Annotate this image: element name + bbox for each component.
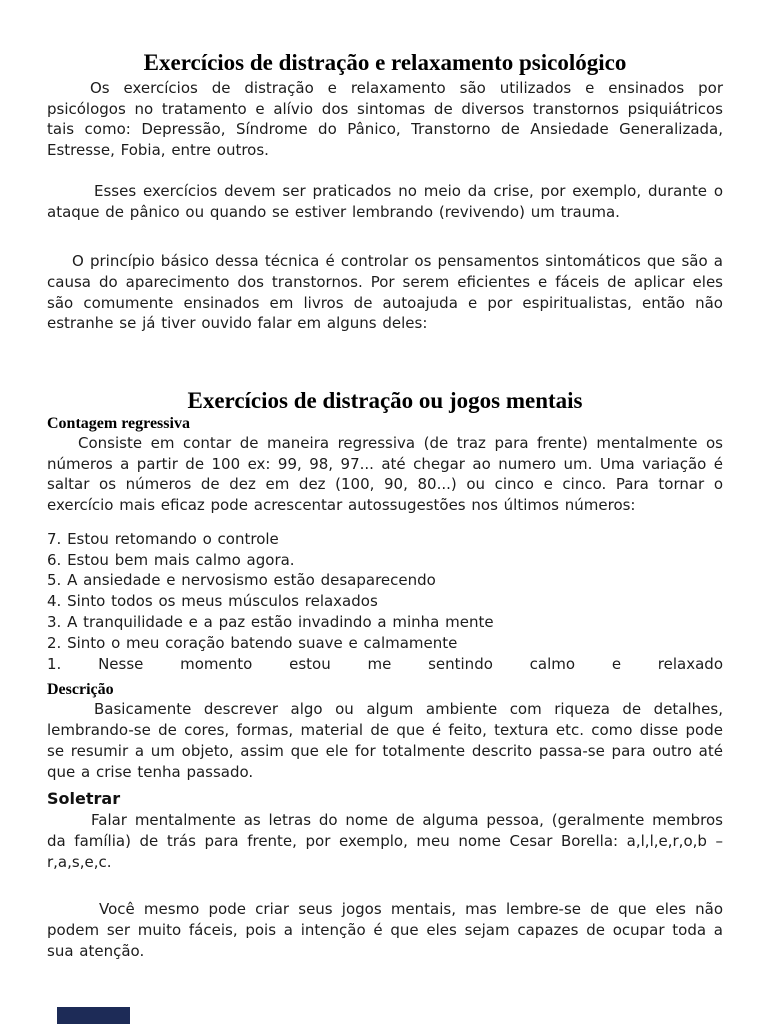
countdown-item-5: 5. A ansiedade e nervosismo estão desaparecendo: [47, 571, 436, 590]
soletrar-section: [47, 789, 723, 872]
countdown-item-7: 7. Estou retomando o controle: [47, 529, 279, 548]
document-title: Exercícios de distração e relaxamento psicológico: [143, 50, 627, 75]
intro-paragraph-2: Esses exercícios devem ser praticados no meio da crise, por exemplo, durante o ataque de pânico ou quando se estiver lembrando (revivendo) um trauma.: [47, 181, 723, 221]
contagem-regressiva-heading: Contagem regressiva: [47, 415, 190, 433]
section-title: Exercícios de distração ou jogos mentais: [187, 388, 583, 414]
countdown-item-1: 1. Nesse momento estou me sentindo calmo e relaxado: [47, 654, 723, 673]
countdown-item-3: 3. A tranquilidade e a paz estão invadindo a minha mente: [47, 613, 494, 632]
descricao-section: [47, 681, 723, 782]
countdown-item-6: 6. Estou bem mais calmo agora.: [47, 550, 295, 569]
contagem-regressiva-body: Consiste em contar de maneira regressiva (de traz para frente) mentalmente os números a partir de 100 ex: 99, 98, 97... até chegar ao numero um. Uma variação é saltar os números de dez em dez (100, 90, 80...) ou cinco e cinco. Para tornar o exercício mais eficaz pode acrescentar autossugestões nos últimos números:: [47, 434, 723, 515]
descricao-heading: Descrição: [47, 681, 114, 699]
soletrar-heading: Soletrar: [47, 789, 121, 809]
countdown-item-2: 2. Sinto o meu coração batendo suave e calmamente: [47, 633, 458, 652]
countdown-list: [47, 529, 723, 675]
soletrar-body: Falar mentalmente as letras do nome de alguma pessoa, (geralmente membros da família) de trás para frente, por exemplo, meu nome Cesar Borella: a,l,l,e,r,o,b – r,a,s,e,c.: [47, 811, 723, 871]
contagem-regressiva-section: [47, 415, 723, 674]
descricao-body: Basicamente descrever algo ou algum ambiente com riqueza de detalhes, lembrando-se de cores, formas, material de que é feito, textura etc. como disse pode se resumir a um objeto, assim que ele for totalmente descrito passa-se para outro até que a crise tenha passado.: [47, 700, 723, 781]
next-page-preview-block: [57, 1007, 130, 1024]
intro-paragraph-1: Os exercícios de distração e relaxamento são utilizados e ensinados por psicólogos no tratamento e alívio dos sintomas de diversos transtornos psiquiátricos tais como: Depressão, Síndrome do Pânico, Transtorno de Ansiedade Generalizada, Estresse, Fobia, entre outros.: [47, 79, 723, 160]
intro-paragraph-3: O princípio básico dessa técnica é controlar os pensamentos sintomáticos que são a causa do aparecimento dos transtornos. Por serem eficientes e fáceis de aplicar eles são comumente ensinados em livros de autoajuda e por espiritualistas, então não estranhe se já tiver ouvido falar em alguns deles:: [47, 252, 723, 333]
countdown-item-4: 4. Sinto todos os meus músculos relaxados: [47, 592, 378, 611]
closing-paragraph: Você mesmo pode criar seus jogos mentais, mas lembre-se de que eles não podem ser muito fáceis, pois a intenção é que eles sejam capazes de ocupar toda a sua atenção.: [47, 900, 723, 960]
